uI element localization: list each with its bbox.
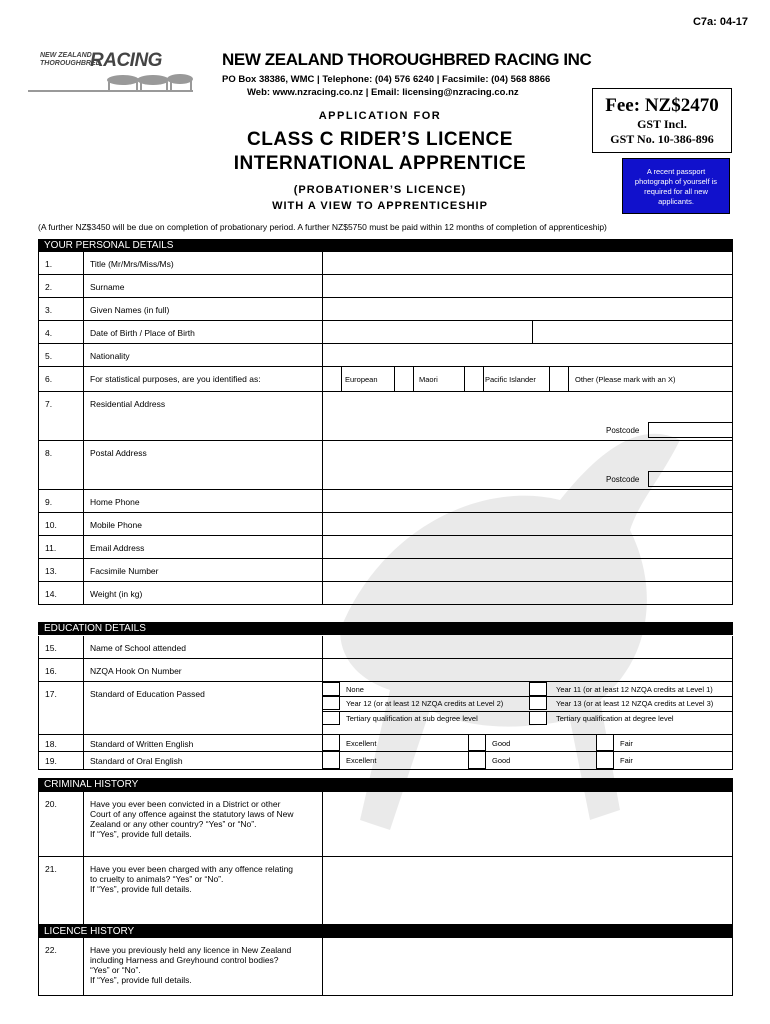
column-divider — [83, 367, 84, 391]
column-divider — [83, 857, 84, 924]
row-label: Facsimile Number — [90, 566, 159, 576]
form-row — [38, 682, 733, 735]
row-label: Standard of Oral English — [90, 756, 183, 766]
section-criminal-history: CRIMINAL HISTORY — [38, 778, 733, 792]
answer-field[interactable] — [323, 490, 732, 512]
row-label — [90, 799, 293, 839]
form-row — [38, 857, 733, 925]
form-title — [220, 110, 540, 214]
english-checkbox[interactable] — [468, 734, 486, 751]
label-line: Have you ever been charged with any offence relating — [90, 864, 294, 874]
form-row — [38, 490, 733, 513]
row-label: NZQA Hook On Number — [90, 666, 182, 676]
form-row — [38, 275, 733, 298]
answer-field[interactable] — [323, 857, 732, 924]
form-row — [38, 792, 733, 857]
row-label: For statistical purposes, are you identified as: — [90, 374, 261, 384]
row-label: Residential Address — [90, 399, 166, 409]
form-row — [38, 659, 733, 682]
form-row — [38, 252, 733, 275]
row-label: Weight (in kg) — [90, 589, 143, 599]
gst-incl: GST Incl. — [637, 117, 687, 131]
row-label: Name of School attended — [90, 643, 186, 653]
row-label — [90, 945, 291, 985]
answer-field[interactable] — [323, 275, 732, 297]
row-label: Date of Birth / Place of Birth — [90, 328, 195, 338]
english-option-label: Fair — [620, 738, 633, 748]
row-label: Title (Mr/Mrs/Miss/Ms) — [90, 259, 174, 269]
row-number: 7. — [45, 399, 53, 409]
row-number: 1. — [45, 259, 53, 269]
english-option-label: Fair — [620, 756, 633, 765]
form-row — [38, 735, 733, 752]
divider — [322, 696, 732, 697]
answer-field[interactable] — [323, 938, 732, 995]
section-licence-history: LICENCE HISTORY — [38, 925, 733, 938]
logo-wordmark: RACING — [90, 50, 162, 71]
nztr-logo — [28, 50, 198, 96]
education-option-label: None — [346, 685, 364, 694]
form-row — [38, 938, 733, 996]
row-number: 5. — [45, 351, 53, 361]
column-divider — [83, 536, 84, 558]
application-for: APPLICATION FOR — [318, 110, 442, 122]
form-row — [38, 344, 733, 367]
column-divider — [83, 682, 84, 734]
gst-number: GST No. 10-386-896 — [610, 132, 714, 146]
education-checkbox[interactable] — [529, 711, 547, 725]
form-row — [38, 559, 733, 582]
column-divider — [83, 513, 84, 535]
form-row — [38, 367, 733, 392]
further-fee-note: (A further NZ$3450 will be due on completion of probationary period. A further NZ$5750 must be paid within 12 months of completion of apprenticeship) — [38, 222, 607, 232]
answer-field[interactable] — [323, 252, 732, 274]
education-checkbox[interactable] — [529, 682, 547, 696]
label-line: If “Yes”, provide full details. — [90, 829, 192, 839]
education-checkbox[interactable] — [322, 696, 340, 710]
label-line: “Yes” or “No”. — [90, 965, 141, 975]
ethnicity-checkbox[interactable] — [549, 366, 569, 392]
education-option-label: Tertiary qualification at degree level — [556, 714, 674, 723]
english-checkbox[interactable] — [322, 751, 340, 769]
form-row — [38, 513, 733, 536]
column-divider — [83, 344, 84, 366]
row-number: 9. — [45, 497, 53, 507]
education-option-label: Tertiary qualification at sub degree level — [346, 714, 478, 723]
form-row — [38, 636, 733, 659]
row-number: 19. — [45, 756, 57, 766]
education-checkbox[interactable] — [529, 696, 547, 710]
row-label: Mobile Phone — [90, 520, 142, 530]
answer-field[interactable] — [323, 792, 732, 856]
form-row — [38, 441, 733, 490]
subtitle-line1: (PROBATIONER’S LICENCE) — [293, 184, 467, 196]
form-row — [38, 536, 733, 559]
english-checkbox[interactable] — [596, 734, 614, 751]
fee-box — [592, 88, 732, 153]
column-divider — [83, 298, 84, 320]
education-option-label: Year 11 (or at least 12 NZQA credits at Level 1) — [556, 685, 713, 694]
english-option-label: Good — [492, 738, 511, 748]
column-divider — [83, 752, 84, 769]
row-label: Surname — [90, 282, 125, 292]
org-header — [222, 50, 592, 98]
column-divider — [83, 275, 84, 297]
postcode-field[interactable] — [648, 422, 733, 438]
section-personal-details: YOUR PERSONAL DETAILS — [38, 239, 733, 252]
row-number: 20. — [45, 799, 57, 809]
divider — [322, 711, 732, 712]
row-label: Given Names (in full) — [90, 305, 170, 315]
answer-field[interactable] — [323, 536, 732, 558]
education-option-label: Year 12 (or at least 12 NZQA credits at Level 2) — [346, 699, 504, 708]
column-divider — [83, 441, 84, 489]
ethnicity-checkbox[interactable] — [322, 366, 342, 392]
column-divider — [83, 252, 84, 274]
row-number: 2. — [45, 282, 53, 292]
row-number: 15. — [45, 643, 57, 653]
answer-field[interactable] — [323, 559, 732, 581]
title-line2: INTERNATIONAL APPRENTICE — [233, 153, 527, 174]
column-divider — [83, 321, 84, 343]
section-education-details: EDUCATION DETAILS — [38, 622, 733, 635]
form-code: C7a: 04-17 — [692, 16, 748, 28]
row-number: 17. — [45, 689, 57, 699]
row-label: Email Address — [90, 543, 145, 553]
column-divider — [83, 392, 84, 440]
column-divider — [83, 792, 84, 856]
english-checkbox[interactable] — [322, 734, 340, 751]
row-number: 13. — [45, 566, 57, 576]
org-web: Web: www.nzracing.co.nz | Email: licensing@nzracing.co.nz — [247, 87, 519, 98]
form-row — [38, 392, 733, 441]
answer-field[interactable] — [323, 659, 732, 681]
row-label: Nationality — [90, 351, 130, 361]
row-label: Standard of Written English — [90, 739, 194, 749]
form-row — [38, 582, 733, 605]
column-divider — [83, 636, 84, 658]
label-line: Have you ever been convicted in a District or other — [90, 799, 281, 809]
column-divider — [83, 659, 84, 681]
postcode-field[interactable] — [648, 471, 733, 487]
row-number: 8. — [45, 448, 53, 458]
ethnicity-option-label: European — [345, 375, 378, 384]
education-checkbox[interactable] — [322, 682, 340, 696]
logo-text: NEW ZEALAND THOROUGHBRED — [40, 52, 101, 67]
label-line: Court of any offence against the statutory laws of New — [90, 809, 294, 819]
column-divider — [83, 735, 84, 751]
english-option-label: Excellent — [346, 756, 377, 765]
row-number: 14. — [45, 589, 57, 599]
answer-field[interactable] — [323, 513, 732, 535]
postcode-label: Postcode — [606, 426, 640, 435]
row-label: Postal Address — [90, 448, 147, 458]
english-checkbox[interactable] — [468, 751, 486, 769]
row-number: 3. — [45, 305, 53, 315]
education-checkbox[interactable] — [322, 711, 340, 725]
answer-field[interactable] — [323, 582, 732, 604]
label-line: Zealand or any other country? “Yes” or “No”. — [90, 819, 257, 829]
fee-amount: Fee: NZ$2470 — [605, 95, 719, 116]
answer-field[interactable] — [323, 321, 732, 343]
row-label: Standard of Education Passed — [90, 689, 205, 699]
row-number: 21. — [45, 864, 57, 874]
row-number: 11. — [45, 543, 57, 553]
row-number: 4. — [45, 328, 53, 338]
postcode-label: Postcode — [606, 475, 640, 484]
answer-field[interactable] — [323, 344, 732, 366]
title-line1: CLASS C RIDER’S LICENCE — [247, 129, 513, 150]
column-divider — [83, 938, 84, 995]
row-number: 16. — [45, 666, 57, 676]
english-option-label: Excellent — [346, 738, 377, 748]
row-number: 6. — [45, 374, 53, 384]
label-line: If “Yes”, provide full details. — [90, 884, 192, 894]
column-divider — [83, 559, 84, 581]
photo-note: A recent passport photograph of yourself is required for all new applicants. — [622, 158, 730, 214]
english-checkbox[interactable] — [596, 751, 614, 769]
horses-icon — [28, 50, 198, 96]
ethnicity-option-label: Other (Please mark with an X) — [575, 375, 676, 384]
form-row — [38, 752, 733, 770]
row-number: 18. — [45, 739, 57, 749]
answer-field[interactable] — [323, 636, 732, 658]
org-contact: PO Box 38386, WMC | Telephone: (04) 576 6240 | Facsimile: (04) 568 8866 — [222, 74, 551, 85]
org-name: NEW ZEALAND THOROUGHBRED RACING INC — [222, 50, 592, 69]
column-divider — [532, 321, 533, 343]
label-line: to cruelty to animals? “Yes” or “No”. — [90, 874, 224, 884]
row-label: Home Phone — [90, 497, 140, 507]
subtitle-line2: WITH A VIEW TO APPRENTICESHIP — [272, 200, 488, 212]
label-line: Have you previously held any licence in New Zealand — [90, 945, 292, 955]
form-row — [38, 321, 733, 344]
education-option-label: Year 13 (or at least 12 NZQA credits at Level 3) — [556, 699, 714, 708]
label-line: If “Yes”, provide full details. — [90, 975, 192, 985]
row-number: 22. — [45, 945, 57, 955]
ethnicity-option-label: Maori — [419, 375, 438, 384]
label-line: including Harness and Greyhound control bodies? — [90, 955, 279, 965]
form-row — [38, 298, 733, 321]
row-label — [90, 864, 293, 894]
answer-field[interactable] — [323, 298, 732, 320]
row-number: 10. — [45, 520, 57, 530]
ethnicity-checkbox[interactable] — [394, 366, 414, 392]
ethnicity-checkbox[interactable] — [464, 366, 484, 392]
column-divider — [83, 490, 84, 512]
ethnicity-option-label: Pacific Islander — [485, 375, 536, 384]
column-divider — [83, 582, 84, 604]
english-option-label: Good — [492, 756, 511, 765]
